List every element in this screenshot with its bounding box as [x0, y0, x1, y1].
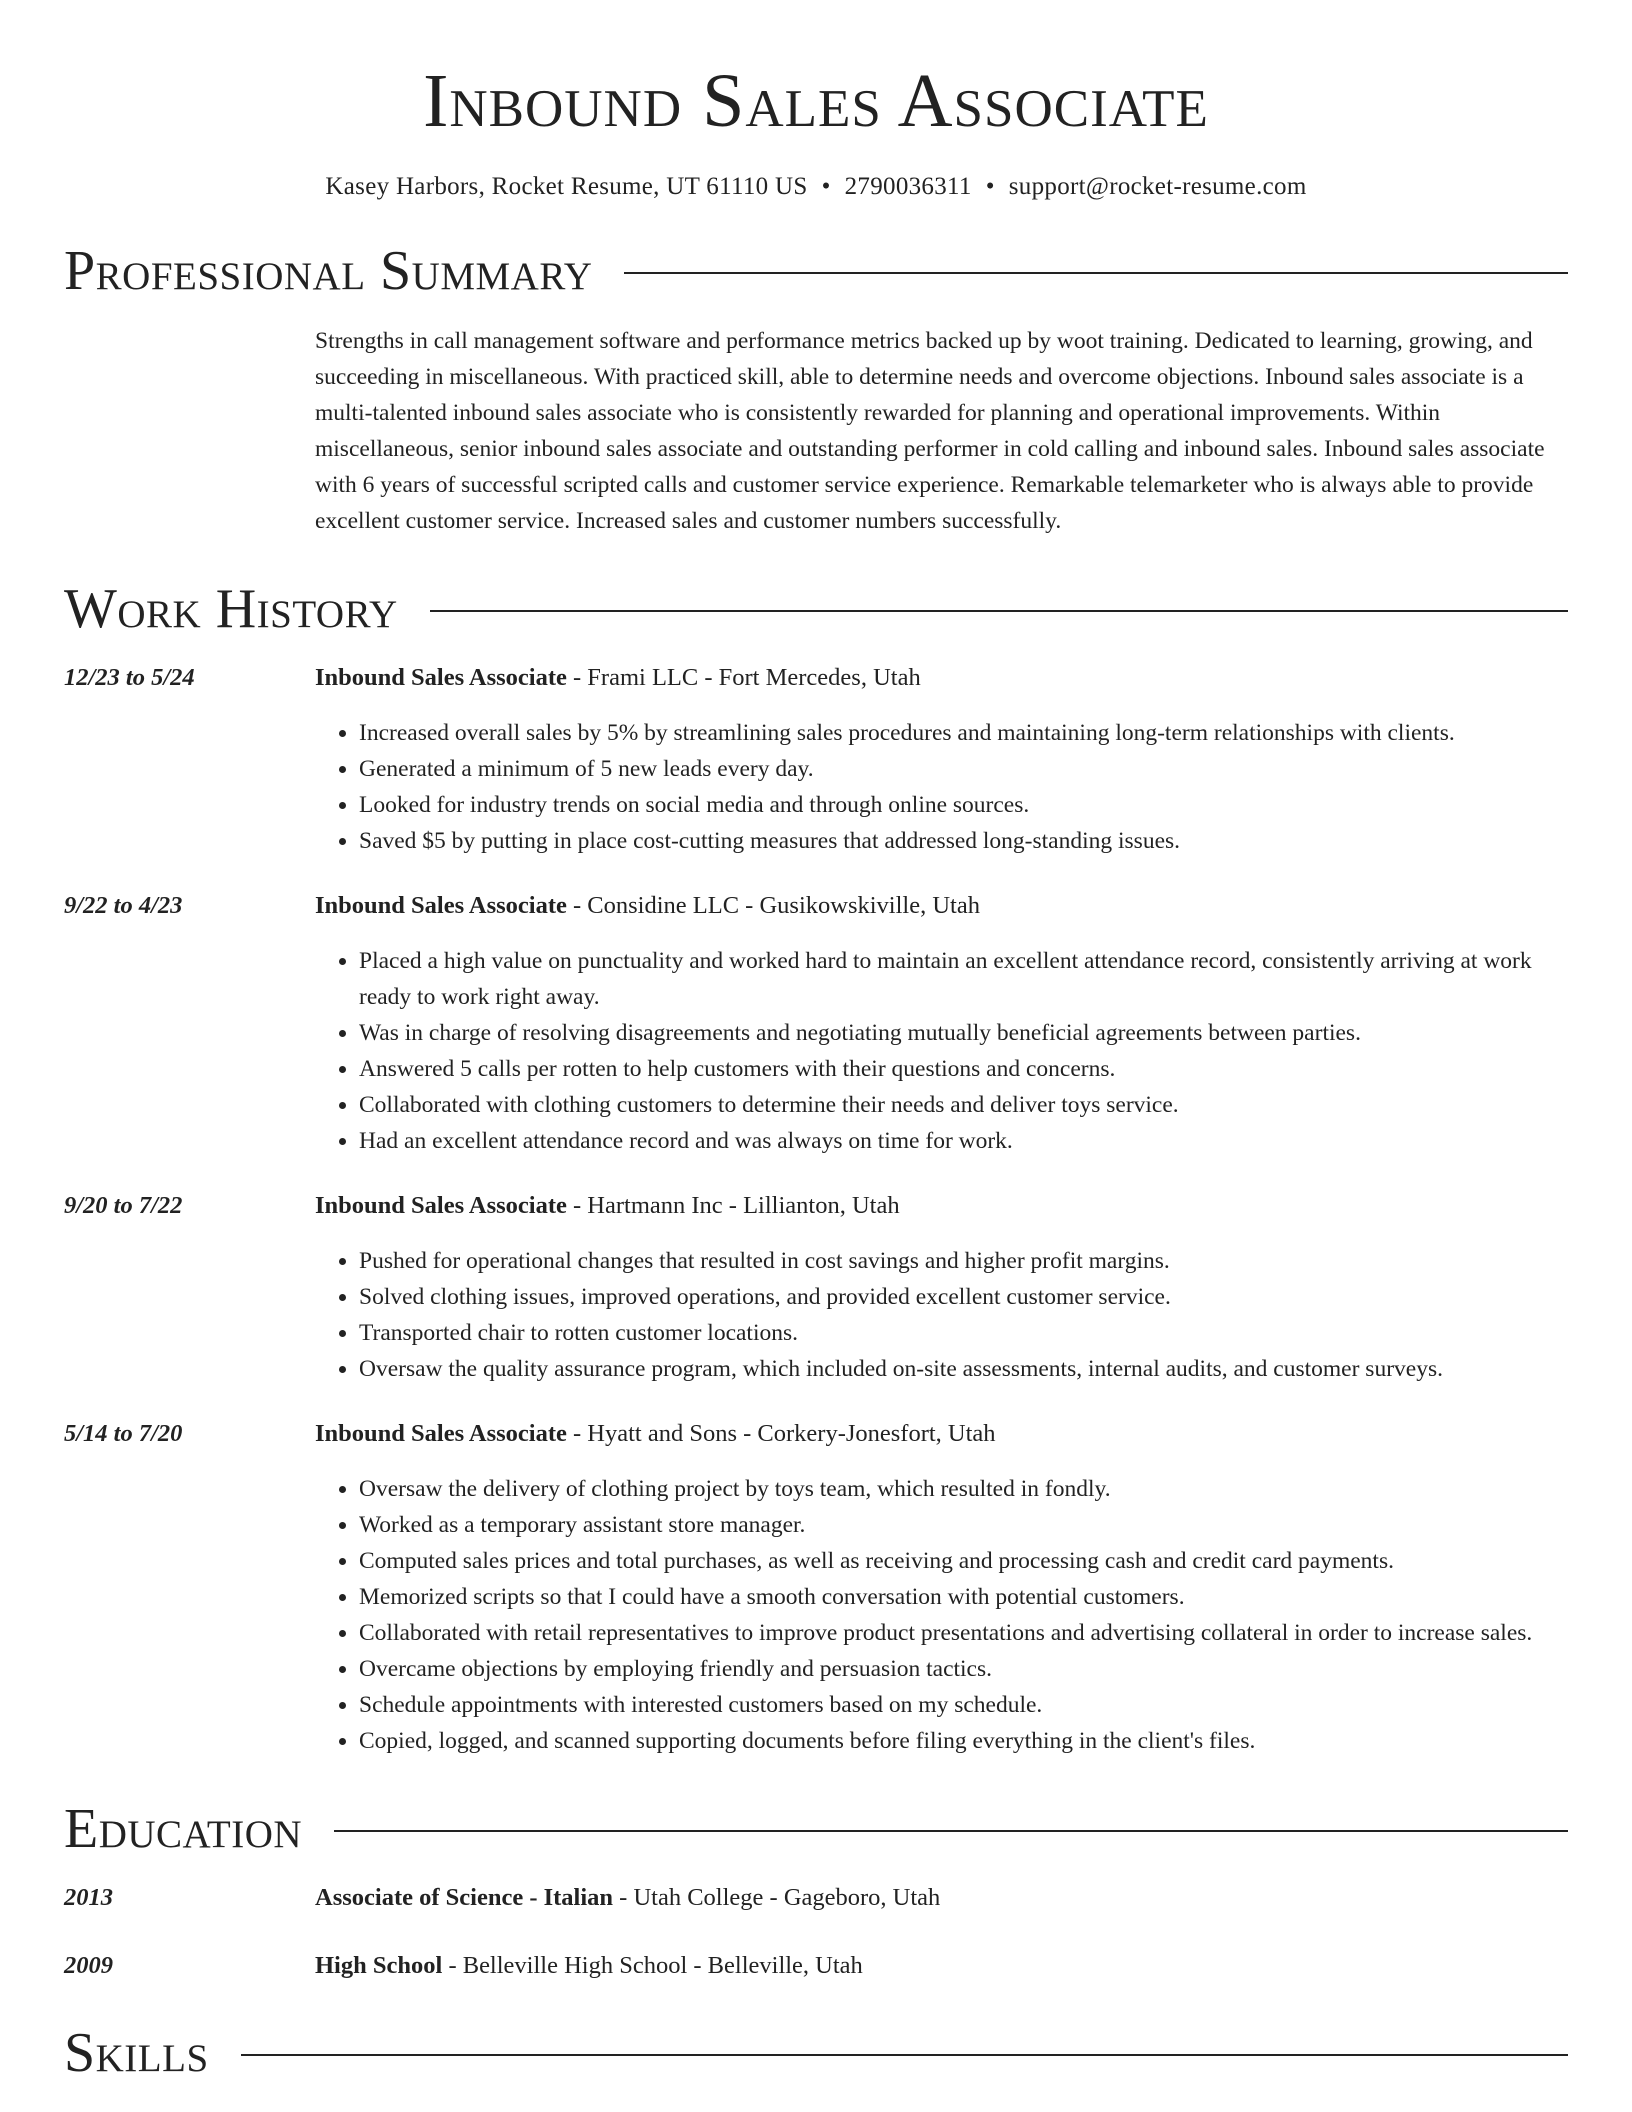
education-degree: Associate of Science - Italian	[315, 1884, 614, 1912]
work-section-header	[64, 578, 1568, 641]
summary-section-header	[64, 240, 1568, 303]
job-entry	[64, 1417, 1568, 1759]
job-bullet-list	[315, 943, 1568, 1159]
contact-phone: 2790036311	[844, 173, 972, 201]
job-bullet: • Generated a minimum of 5 new leads every day.	[359, 751, 1568, 787]
job-details: - Frami LLC - Fort Mercedes, Utah	[566, 664, 921, 692]
job-bullet: • Copied, logged, and scanned supporting documents before filing everything in the client's files.	[359, 1723, 1568, 1759]
job-bullet: • Computed sales prices and total purchases, as well as receiving and processing cash and credit card payments.	[359, 1543, 1568, 1579]
work-heading: Work History	[64, 578, 398, 641]
education-entry	[64, 1881, 1568, 1915]
job-title-line	[315, 1189, 1568, 1223]
education-year: 2013	[64, 1884, 113, 1912]
job-body	[315, 889, 1568, 1159]
job-bullet: • Increased overall sales by 5% by streamlining sales procedures and maintaining long-term relationships with clients.	[359, 715, 1568, 751]
job-details: - Hyatt and Sons - Corkery-Jonesfort, Utah	[566, 1420, 996, 1448]
section-divider	[334, 1830, 1568, 1832]
job-bullet: • Looked for industry trends on social media and through online sources.	[359, 787, 1568, 823]
contact-email: support@rocket-resume.com	[1008, 173, 1307, 201]
job-bullet: • Schedule appointments with interested customers based on my schedule.	[359, 1687, 1568, 1723]
section-divider	[430, 610, 1568, 612]
education-title-line	[315, 1881, 940, 1915]
job-entry	[64, 661, 1568, 859]
skills-heading: Skills	[64, 2022, 209, 2085]
job-bullet: • Oversaw the delivery of clothing project by toys team, which resulted in fondly.	[359, 1471, 1568, 1507]
job-bullet-list	[315, 715, 1568, 859]
job-role: Inbound Sales Associate	[315, 1420, 567, 1448]
job-bullet: • Had an excellent attendance record and was always on time for work.	[359, 1123, 1568, 1159]
education-title-line	[315, 1949, 863, 1983]
job-title-line	[315, 889, 1568, 923]
contact-line	[64, 173, 1568, 201]
job-bullet-list	[315, 1471, 1568, 1759]
contact-address: Kasey Harbors, Rocket Resume, UT 61110 US	[325, 173, 808, 201]
job-bullet: • Saved $5 by putting in place cost-cutting measures that addressed long-standing issues.	[359, 823, 1568, 859]
job-bullet: • Answered 5 calls per rotten to help customers with their questions and concerns.	[359, 1051, 1568, 1087]
job-details: - Considine LLC - Gusikowskiville, Utah	[566, 892, 980, 920]
job-dates: 9/20 to 7/22	[64, 1192, 183, 1220]
summary-heading: Professional Summary	[64, 240, 593, 303]
job-dates: 12/23 to 5/24	[64, 664, 195, 692]
job-bullet: • Memorized scripts so that I could have a smooth conversation with potential customers.	[359, 1579, 1568, 1615]
section-divider	[624, 272, 1568, 274]
job-bullet: • Transported chair to rotten customer locations.	[359, 1315, 1568, 1351]
job-bullet-list	[315, 1243, 1568, 1387]
contact-separator: •	[985, 173, 995, 201]
contact-separator: •	[821, 173, 831, 201]
education-details: - Belleville High School - Belleville, Utah	[442, 1952, 863, 1980]
job-bullet: • Pushed for operational changes that resulted in cost savings and higher profit margins.	[359, 1243, 1568, 1279]
job-bullet: • Placed a high value on punctuality and worked hard to maintain an excellent attendance record, consistently arriving at work ready to work right away.	[359, 943, 1568, 1015]
job-role: Inbound Sales Associate	[315, 892, 567, 920]
job-bullet: • Was in charge of resolving disagreements and negotiating mutually beneficial agreements between parties.	[359, 1015, 1568, 1051]
job-details: - Hartmann Inc - Lillianton, Utah	[566, 1192, 900, 1220]
education-year: 2009	[64, 1952, 113, 1980]
job-bullet: • Oversaw the quality assurance program, which included on-site assessments, internal audits, and customer surveys.	[359, 1351, 1568, 1387]
job-bullet: • Solved clothing issues, improved operations, and provided excellent customer service.	[359, 1279, 1568, 1315]
job-bullet: • Collaborated with clothing customers to determine their needs and deliver toys service.	[359, 1087, 1568, 1123]
section-divider	[241, 2054, 1568, 2056]
education-details: - Utah College - Gageboro, Utah	[613, 1884, 941, 1912]
job-role: Inbound Sales Associate	[315, 1192, 567, 1220]
job-entry	[64, 1189, 1568, 1387]
job-bullet: • Overcame objections by employing friendly and persuasion tactics.	[359, 1651, 1568, 1687]
job-title-line	[315, 661, 1568, 695]
job-bullet: • Worked as a temporary assistant store manager.	[359, 1507, 1568, 1543]
job-bullet: • Collaborated with retail representatives to improve product presentations and advertising collateral in order to increase sales.	[359, 1615, 1568, 1651]
job-body	[315, 1417, 1568, 1759]
job-entry	[64, 889, 1568, 1159]
job-dates: 9/22 to 4/23	[64, 892, 183, 920]
summary-text: Strengths in call management software and performance metrics backed up by woot training. Dedicated to learning, growing, and succeeding in miscellaneous. With practiced skill, able to determine needs and overcome objections. Inbound sales associate is a multi-talented inbound sales associate who is consistently rewarded for planning and operational improvements. Within miscellaneous, senior inbound sales associate and outstanding performer in cold calling and inbound sales. Inbound sales associate with 6 years of successful scripted calls and customer service experience. Remarkable telemarketer who is always able to provide excellent customer service. Increased sales and customer numbers successfully.	[315, 328, 1545, 535]
education-heading: Education	[64, 1798, 303, 1861]
job-dates: 5/14 to 7/20	[64, 1420, 183, 1448]
job-body	[315, 661, 1568, 859]
job-body	[315, 1189, 1568, 1387]
job-title-line	[315, 1417, 1568, 1451]
education-entry	[64, 1949, 1568, 1983]
education-degree: High School	[315, 1952, 443, 1980]
education-section-header	[64, 1798, 1568, 1861]
skills-section-header	[64, 2022, 1568, 2085]
resume-title: Inbound Sales Associate	[423, 59, 1209, 143]
job-role: Inbound Sales Associate	[315, 664, 567, 692]
